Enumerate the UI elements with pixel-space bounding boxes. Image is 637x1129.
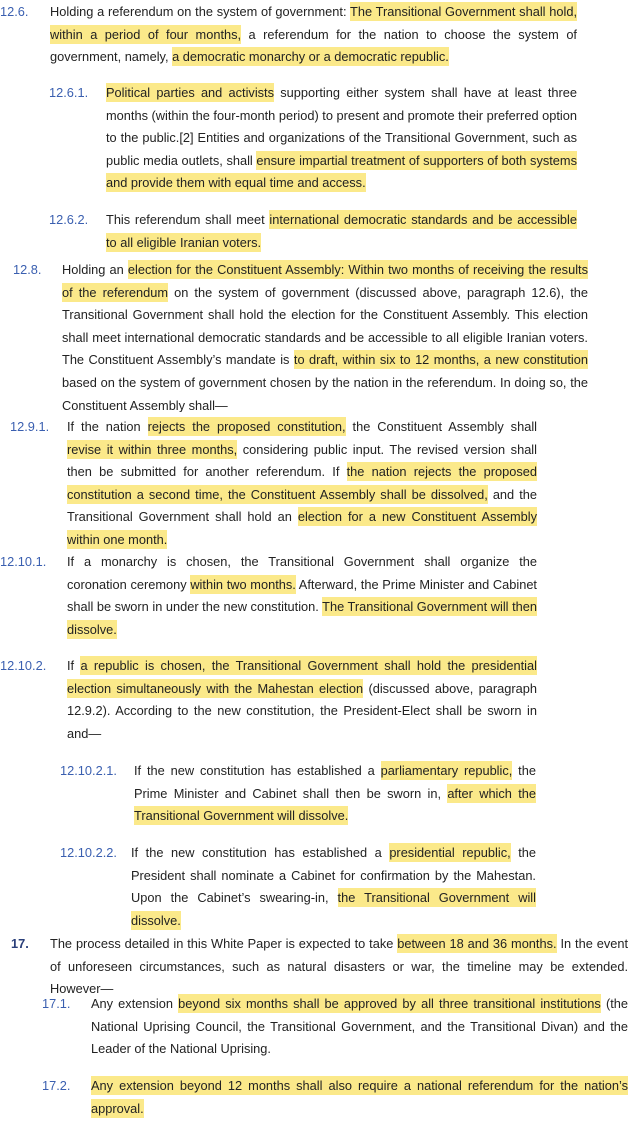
section-number: 12.8. bbox=[13, 262, 42, 277]
highlighted-text: within two months. bbox=[190, 576, 296, 592]
section-text bbox=[67, 655, 537, 745]
section-number: 12.9.1. bbox=[10, 419, 50, 434]
highlighted-text: presidential republic, bbox=[389, 845, 511, 860]
text-segment: the Constituent Assembly shall bbox=[345, 419, 538, 434]
highlighted-text: election for a new Constituent Assembly within one month. bbox=[67, 509, 537, 547]
text-segment: the Prime Minister and Cabinet shall then be sworn in, bbox=[134, 763, 536, 801]
text-segment: The process detailed in this White Paper is expected to take bbox=[50, 936, 398, 951]
text-segment: This referendum shall meet bbox=[106, 212, 270, 227]
section-number: 17. bbox=[11, 936, 29, 951]
text-segment: Any extension bbox=[91, 996, 179, 1011]
text-segment: If bbox=[67, 658, 81, 673]
text-segment: (discussed above, paragraph 12.9.2). According to the new constitution, the President-Elect shall be sworn in and— bbox=[67, 680, 537, 741]
text-segment: considering public input. The revised version shall then be submitted for another referendum. If bbox=[67, 441, 537, 480]
highlighted-text: parliamentary republic, bbox=[380, 763, 513, 778]
highlighted-text: after which the Transitional Government will dissolve. bbox=[134, 785, 536, 824]
highlighted-text: Political parties and activists bbox=[106, 85, 275, 100]
section-text bbox=[62, 259, 588, 412]
section-number: 12.6. bbox=[0, 4, 29, 19]
section-number: 12.10.2.1. bbox=[60, 763, 117, 778]
section-text bbox=[50, 933, 628, 1001]
highlighted-text: ensure impartial treatment of supporters of both systems and provide them with equal time and access. bbox=[106, 152, 577, 191]
highlighted-text: to draft, within six to 12 months, a new constitution bbox=[293, 352, 588, 368]
highlighted-text: a republic is chosen, the Transitional Government shall hold the presidential election simultaneously with the Mahestan election bbox=[67, 658, 537, 696]
text-segment: Holding a referendum on the system of government: bbox=[50, 4, 351, 19]
text-segment: Holding an bbox=[62, 262, 128, 277]
section-text bbox=[50, 1, 577, 69]
text-segment: and the Transitional Government shall hold an bbox=[67, 486, 537, 525]
section-text bbox=[134, 760, 536, 828]
highlighted-text: election for the Constituent Assembly: Within two months of receiving the results of the referendum bbox=[62, 262, 588, 300]
text-segment: If a monarchy is chosen, the Transitional Government shall organize the coronation ceremony bbox=[67, 554, 537, 592]
text-segment: a referendum for the nation to choose the system of government, namely, bbox=[50, 26, 577, 65]
text-segment: supporting either system shall have at least three months (within the four-month period) to present and promote their preferred option to the public.[2] Entities and organizations of the Transitional Government, such as public media outlets, shall bbox=[106, 85, 577, 168]
section-number: 12.10.1. bbox=[0, 554, 47, 569]
text-segment: Afterward, the Prime Minister and Cabinet shall be sworn in under the new constitution. bbox=[67, 576, 537, 615]
section-text bbox=[131, 842, 536, 932]
section-number: 12.6.1. bbox=[49, 85, 89, 100]
section-text bbox=[106, 209, 577, 254]
highlighted-text: the nation rejects the proposed constitution a second time, the Constituent Assembly shall be dissolved, bbox=[67, 464, 537, 502]
highlighted-text: The Transitional Government shall hold, within a period of four months, bbox=[50, 4, 577, 42]
highlighted-text: beyond six months shall be approved by all three transitional institutions bbox=[178, 996, 601, 1011]
section-number: 12.10.2. bbox=[0, 658, 47, 673]
section-text bbox=[91, 993, 628, 1061]
highlighted-text: between 18 and 36 months. bbox=[397, 936, 557, 951]
text-segment: If the new constitution has established a bbox=[131, 845, 390, 860]
section-number: 17.1. bbox=[42, 996, 71, 1011]
highlighted-text: the Transitional Government will dissolve. bbox=[131, 890, 536, 928]
section-number: 12.6.2. bbox=[49, 212, 89, 227]
section-number: 12.10.2.2. bbox=[60, 845, 117, 860]
highlighted-text: a democratic monarchy or a democratic republic. bbox=[172, 49, 449, 65]
highlighted-text: The Transitional Government will then dissolve. bbox=[67, 599, 537, 637]
text-segment: the President shall nominate a Cabinet for confirmation by the Mahestan. Upon the Cabinet’s swearing-in, bbox=[131, 845, 536, 906]
highlighted-text: rejects the proposed constitution, bbox=[147, 419, 346, 434]
text-segment: In the event of unforeseen circumstances, such as natural disasters or war, the timeline may be extended. However— bbox=[50, 936, 629, 997]
text-segment: (the National Uprising Council, the Transitional Government, and the Transitional Divan) and the Leader of the National Uprising. bbox=[91, 996, 628, 1057]
text-segment: on the system of government (discussed above, paragraph 12.6), the Transitional Government shall hold the election for the Constituent Assembly. This election shall meet international democratic standards and be accessible to all eligible Iranian voters. The Constituent Assembly’s mandate is bbox=[62, 284, 588, 368]
section-text bbox=[67, 416, 537, 552]
section-number: 17.2. bbox=[42, 1078, 71, 1093]
section-text bbox=[67, 551, 537, 641]
section-text bbox=[91, 1075, 628, 1120]
text-segment: If the new constitution has established a bbox=[134, 763, 381, 778]
section-text bbox=[106, 82, 577, 195]
highlighted-text: international democratic standards and be accessible to all eligible Iranian voters. bbox=[106, 212, 577, 250]
text-segment: If the nation bbox=[67, 419, 148, 434]
text-segment: based on the system of government chosen by the nation in the referendum. In doing so, the Constituent Assembly shall— bbox=[62, 374, 588, 412]
highlighted-text: revise it within three months, bbox=[67, 441, 238, 457]
highlighted-text: Any extension beyond 12 months shall also require a national referendum for the nation’s approval. bbox=[91, 1078, 628, 1116]
